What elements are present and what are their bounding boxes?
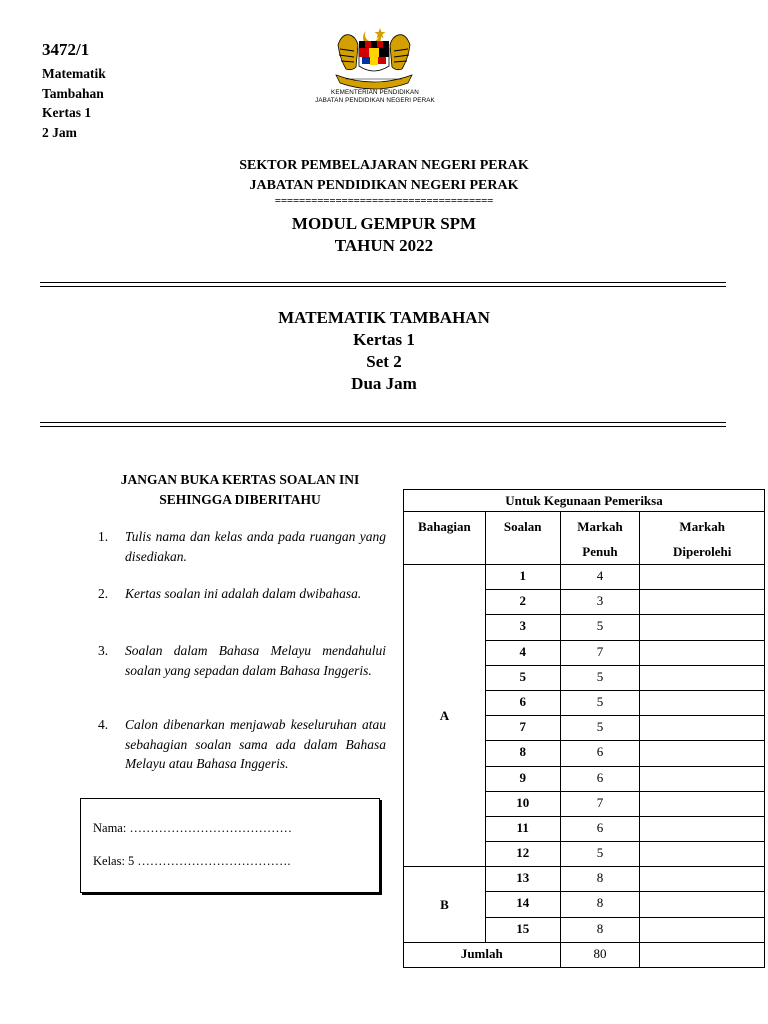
header-line: Markah [679,519,725,534]
instruction-text: Soalan dalam Bahasa Melayu mendahului soalan yang sepadan dalam Bahasa Inggeris. [125,643,386,678]
obtained-marks-cell[interactable] [640,791,765,816]
question-cell: 14 [485,892,560,917]
question-cell: 10 [485,791,560,816]
full-marks-cell: 5 [560,665,640,690]
col-header-section: Bahagian [404,512,486,565]
module-title [0,213,768,257]
section-a-cell: A [404,565,486,867]
obtained-marks-cell[interactable] [640,816,765,841]
ministry-line: KEMENTERIAN PENDIDIKAN [331,89,419,96]
total-label: Jumlah [404,942,561,967]
question-cell: 6 [485,690,560,715]
full-marks-cell: 8 [560,867,640,892]
paper-subject: MATEMATIK TAMBAHAN [278,308,490,327]
organizer-line: SEKTOR PEMBELAJARAN NEGERI PERAK [239,158,529,173]
full-marks-cell: 5 [560,716,640,741]
obtained-marks-cell[interactable] [640,741,765,766]
subject-lines [42,64,106,142]
section-b-cell: B [404,867,486,943]
table-row [404,565,765,590]
col-header-full-marks [560,512,640,565]
obtained-marks-cell[interactable] [640,716,765,741]
ministry-line: JABATAN PENDIDIKAN NEGERI PERAK [315,97,435,104]
class-field[interactable]: Kelas: 5 ………………………………. [93,854,291,868]
warning-line: SEHINGGA DIBERITAHU [159,492,321,507]
question-cell: 9 [485,766,560,791]
col-header-question: Soalan [485,512,560,565]
question-cell: 4 [485,640,560,665]
obtained-marks-cell[interactable] [640,590,765,615]
double-rule-divider [40,282,726,287]
full-marks-cell: 7 [560,640,640,665]
warning-line: JANGAN BUKA KERTAS SOALAN INI [120,472,360,487]
instruction-number: 3. [98,643,109,658]
question-cell: 2 [485,590,560,615]
organizer-line: JABATAN PENDIDIKAN NEGERI PERAK [249,178,519,193]
obtained-marks-cell[interactable] [640,690,765,715]
header-line: Markah [577,519,623,534]
question-cell: 1 [485,565,560,590]
question-cell: 15 [485,917,560,942]
obtained-marks-cell[interactable] [640,665,765,690]
full-marks-cell: 8 [560,892,640,917]
full-marks-cell: 7 [560,791,640,816]
full-marks-cell: 5 [560,690,640,715]
question-cell: 8 [485,741,560,766]
equals-separator: ==================================== [274,195,494,207]
question-cell: 7 [485,716,560,741]
question-cell: 12 [485,842,560,867]
obtained-marks-cell[interactable] [640,766,765,791]
subject-line: Matematik [42,66,106,81]
full-marks-cell: 6 [560,816,640,841]
header-line: Diperolehi [673,544,732,559]
module-name: MODUL GEMPUR SPM [291,214,477,233]
table-row [404,867,765,892]
full-marks-cell: 8 [560,917,640,942]
obtained-marks-cell[interactable] [640,917,765,942]
obtained-marks-cell[interactable] [640,842,765,867]
obtained-marks-cell[interactable] [640,565,765,590]
full-marks-cell: 4 [560,565,640,590]
subject-line: Kertas 1 [42,105,92,120]
table-title: Untuk Kegunaan Pemeriksa [404,490,765,512]
paper-set: Set 2 [366,352,402,371]
instruction-text: Calon dibenarkan menjawab keseluruhan atau sebahagian soalan sama ada dalam Bahasa Melayu atau Bahasa Inggeris. [125,717,386,771]
obtained-marks-cell[interactable] [640,867,765,892]
name-field[interactable]: Nama: ………………………………… [93,821,292,835]
obtained-marks-cell[interactable] [640,640,765,665]
paper-code: 3472/1 [42,40,90,59]
instruction-number: 4. [98,717,109,732]
subject-line: 2 Jam [42,124,77,140]
full-marks-cell: 6 [560,741,640,766]
full-marks-cell: 5 [560,615,640,640]
instruction-number: 1. [98,529,109,544]
question-cell: 5 [485,665,560,690]
full-marks-cell: 3 [560,590,640,615]
do-not-open-warning [70,470,410,510]
question-cell: 13 [485,867,560,892]
paper-duration: Dua Jam [351,374,417,393]
paper-number: Kertas 1 [353,330,415,349]
full-marks-cell: 6 [560,766,640,791]
total-obtained-marks-cell[interactable] [640,942,765,967]
double-rule-divider [40,422,726,427]
ministry-caption [250,89,500,105]
table-total-row [404,942,765,967]
total-full-marks: 80 [560,942,640,967]
instruction-number: 2. [98,586,109,601]
malaysia-coat-of-arms-icon [326,25,422,93]
candidate-info-box [80,798,380,893]
organizer-block [0,156,768,196]
question-cell: 3 [485,615,560,640]
instruction-text: Kertas soalan ini adalah dalam dwibahasa. [125,586,362,601]
obtained-marks-cell[interactable] [640,615,765,640]
question-cell: 11 [485,816,560,841]
examiner-marks-table [403,489,765,968]
header-line: Penuh [582,544,618,559]
instruction-text: Tulis nama dan kelas anda pada ruangan yang disediakan. [125,529,386,564]
full-marks-cell: 5 [560,842,640,867]
col-header-obtained-marks [640,512,765,565]
module-year: TAHUN 2022 [334,236,434,255]
paper-title [0,307,768,395]
obtained-marks-cell[interactable] [640,892,765,917]
subject-line: Tambahan [42,85,104,101]
